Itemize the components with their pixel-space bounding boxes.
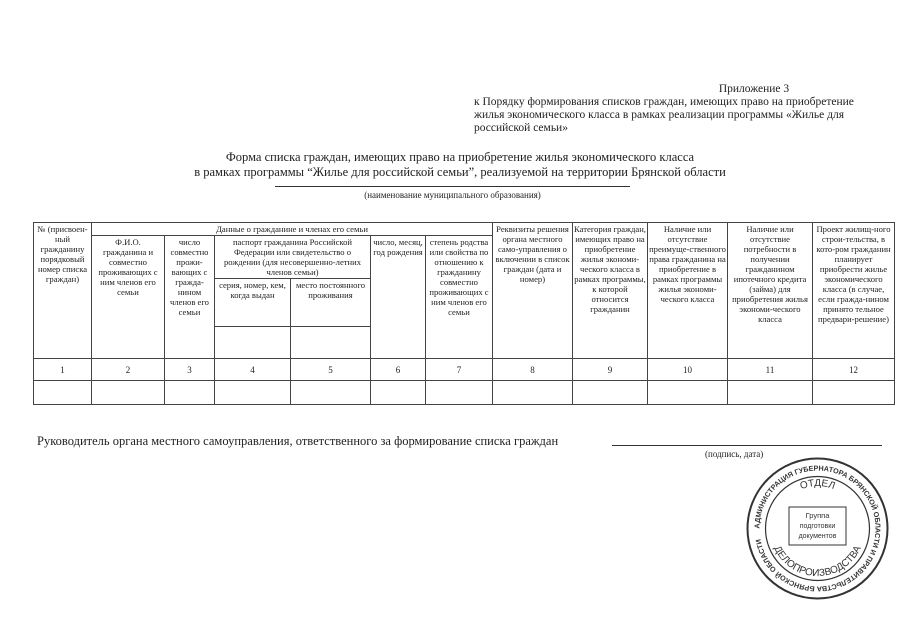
appendix-title: Приложение 3 — [718, 83, 790, 95]
column-number: 7 — [426, 359, 493, 381]
stamp-dept-bottom: ДЕЛОПРОИЗВОДСТВА — [771, 544, 864, 580]
header-col-12: Проект жилищ-ного строи-тельства, в кото-ром гражданин планирует приобрести жилье экономического класса (в случае, если гражда-нином принято тельное предвари-решение) — [813, 223, 895, 359]
header-col-4-filler — [215, 327, 291, 359]
signature-line — [612, 445, 882, 446]
empty-cell — [648, 381, 728, 405]
header-col-3: число совместно прожи-вающих с гражда-нином членов его семьи — [165, 236, 215, 359]
form-title-line-1: Форма списка граждан, имеющих право на приобретение жилья экономического класса — [225, 150, 695, 164]
header-col-5-filler — [291, 327, 371, 359]
stamp-box-line-2: подготовки — [799, 523, 836, 530]
header-col-9: Категория граждан, имеющих право на приобретение жилья экономи-ческого класса в рамках программы, к которой относится гражданин — [573, 223, 648, 359]
header-col-5: место постоянного проживания — [291, 279, 371, 327]
empty-cell — [92, 381, 165, 405]
column-number: 3 — [165, 359, 215, 381]
header-col-10: Наличие или отсутствие преимуще-ственного права гражданина на приобретение в рамках программы жилья экономи-ческого класса — [648, 223, 728, 359]
column-number: 11 — [728, 359, 813, 381]
office-stamp — [745, 456, 890, 601]
empty-cell — [371, 381, 426, 405]
stamp-ring-text: АДМИНИСТРАЦИЯ ГУБЕРНАТОРА БРЯНСКОЙ ОБЛАСТИ И ПРАВИТЕЛЬСТВА БРЯНСКОЙ ОБЛАСТИ — [752, 463, 883, 594]
header-group-citizen-data: Данные о гражданине и членах его семьи — [92, 223, 493, 236]
header-col-7: степень родства или свойства по отношению к гражданину совместно проживающих с ним членов его семьи — [426, 236, 493, 359]
column-number: 6 — [371, 359, 426, 381]
empty-cell — [426, 381, 493, 405]
column-number: 10 — [648, 359, 728, 381]
column-number: 4 — [215, 359, 291, 381]
header-col-8: Реквизиты решения органа местного само-управления о включении в список граждан (дата и номер) — [493, 223, 573, 359]
header-col-2: Ф.И.О. гражданина и совместно проживающих с ним членов его семьи — [92, 236, 165, 359]
stamp-dept-top: ОТДЕЛ — [798, 477, 837, 492]
signature-caption: (подпись, дата) — [705, 449, 764, 459]
empty-cell — [34, 381, 92, 405]
header-col-4: серия, номер, кем, когда выдан — [215, 279, 291, 327]
header-passport: паспорт гражданина Российской Федерации или свидетельство о рождении (для несовершенно-летних членов семьи) — [215, 236, 371, 279]
signature-label: Руководитель органа местного самоуправления, ответственного за формирование списка граждан — [37, 434, 559, 448]
empty-cell — [493, 381, 573, 405]
stamp-box-line-3: документов — [798, 533, 837, 540]
column-number: 5 — [291, 359, 371, 381]
appendix-header — [474, 83, 884, 135]
appendix-line-2: жилья экономического класса в рамках реализации программы «Жилье для — [474, 109, 844, 121]
form-title — [120, 150, 800, 180]
empty-cell — [813, 381, 895, 405]
header-col-11: Наличие или отсутствие потребности в получении гражданином ипотечного кредита (займа) для приобретения жилья экономи-ческого класса — [728, 223, 813, 359]
column-number-row — [34, 359, 895, 381]
empty-data-row — [34, 381, 895, 405]
empty-cell — [573, 381, 648, 405]
header-col-6: число, месяц, год рождения — [371, 236, 426, 359]
empty-cell — [291, 381, 371, 405]
appendix-line-1: к Порядку формирования списков граждан, имеющих право на приобретение — [474, 96, 854, 108]
stamp-box-line-1: Группа — [805, 511, 830, 520]
empty-cell — [728, 381, 813, 405]
citizens-list-table — [33, 222, 895, 405]
column-number: 8 — [493, 359, 573, 381]
column-number: 9 — [573, 359, 648, 381]
column-number: 2 — [92, 359, 165, 381]
empty-cell — [215, 381, 291, 405]
appendix-line-3: российской семьи» — [474, 122, 568, 134]
municipality-line — [275, 186, 630, 187]
empty-cell — [165, 381, 215, 405]
column-number: 12 — [813, 359, 895, 381]
header-col-1: № (присвоен-ный гражданину порядковый номер списка граждан) — [34, 223, 92, 359]
column-number: 1 — [34, 359, 92, 381]
municipality-caption: (наименование муниципального образования) — [364, 190, 541, 200]
form-title-line-2: в рамках программы “Жилье для российской семьи”, реализуемой на территории Брянской области — [194, 165, 726, 179]
